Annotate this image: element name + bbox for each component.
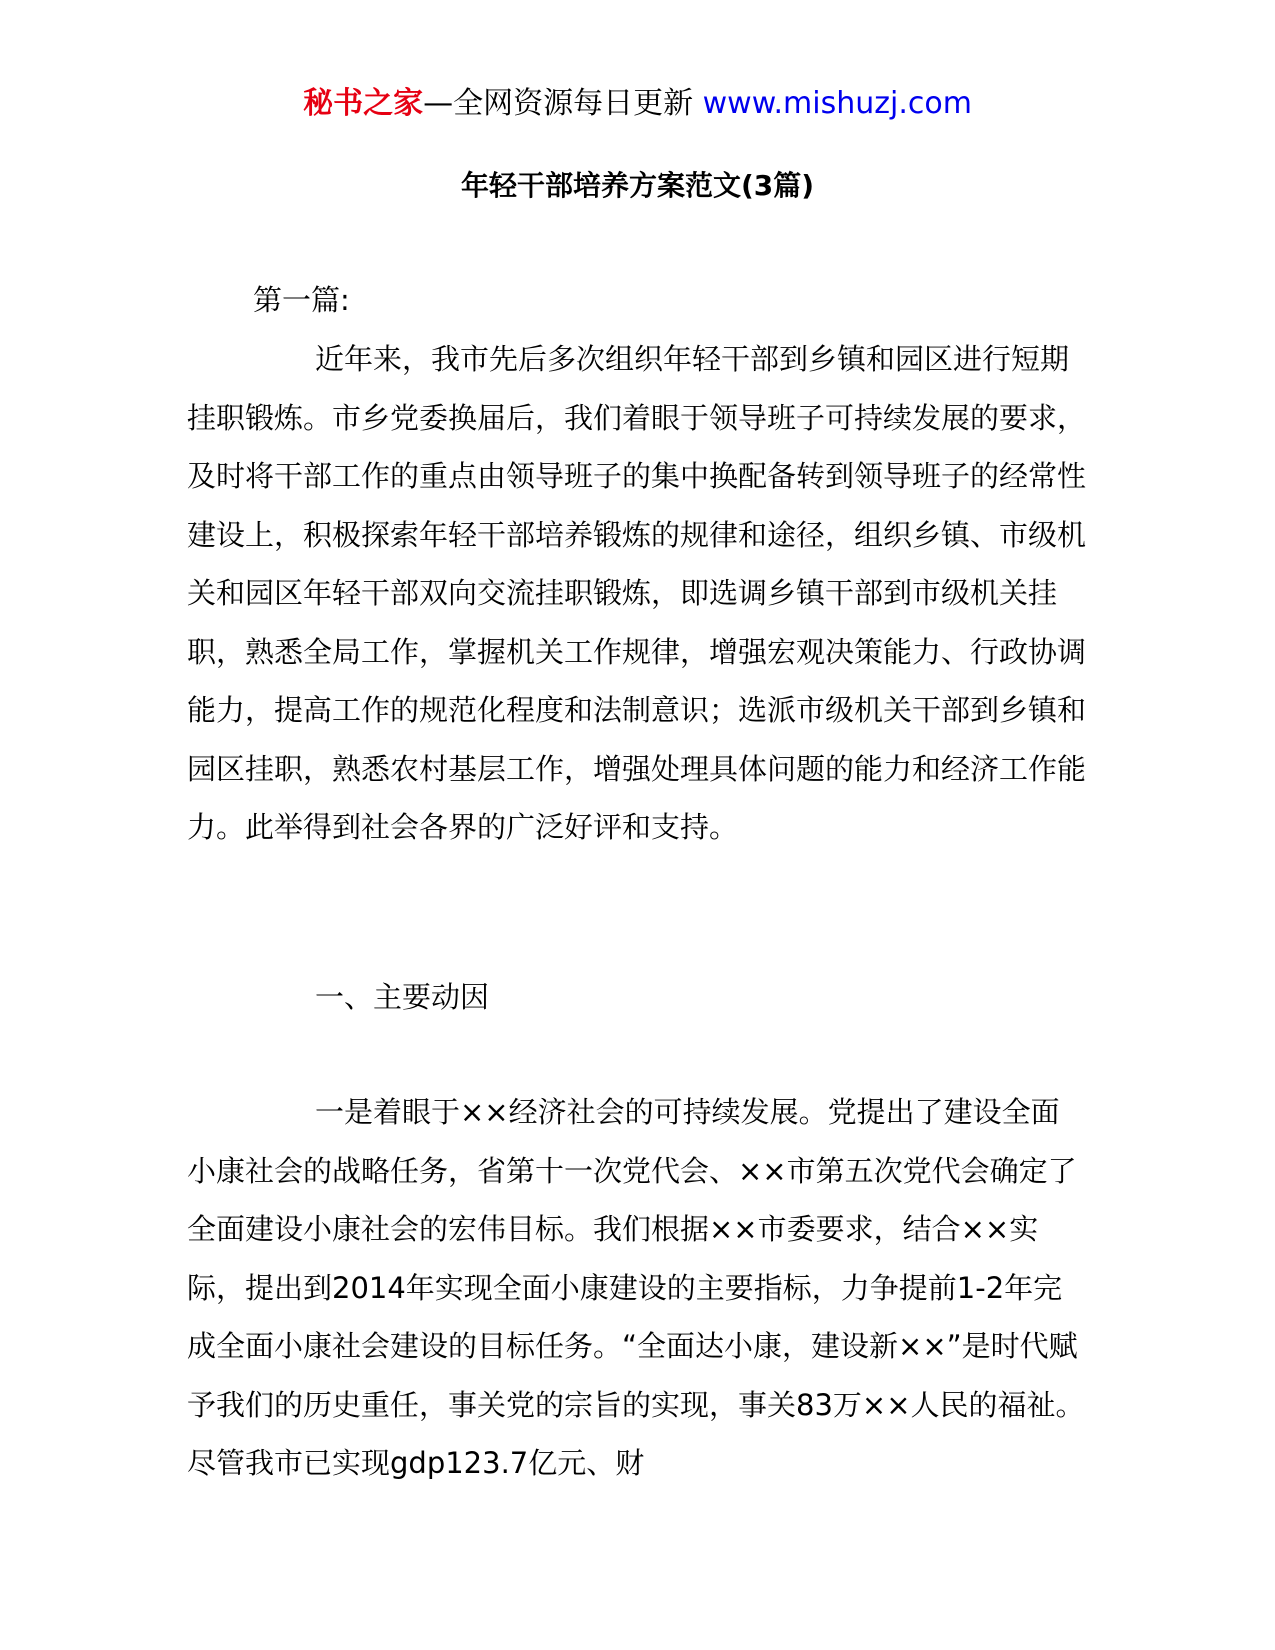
body-paragraph: 一是着眼于××经济社会的可持续发展。党提出了建设全面小康社会的战略任务，省第十一次党代会、××市第五次党代会确定了全面建设小康社会的宏伟目标。我们根据××市委要求，结合××实际，提出到2014年实现全面小康建设的主要指标，力争提前1-2年完成全面小康社会建设的目标任务。“全面达小康，建设新××”是时代赋予我们的历史重任，事关党的宗旨的实现，事关83万××人民的福祉。尽管我市已实现gdp123.7亿元、财	[187, 1095, 1085, 1480]
section-label: 第一篇:	[253, 283, 350, 317]
site-header	[0, 82, 1275, 126]
site-brand: 秘书之家	[303, 86, 424, 121]
document-title: 年轻干部培养方案范文(3篇)	[460, 169, 815, 202]
body-paragraph: 近年来，我市先后多次组织年轻干部到乡镇和园区进行短期挂职锻炼。市乡党委换届后，我们着眼于领导班子可持续发展的要求，及时将干部工作的重点由领导班子的集中换配备转到领导班子的经常性建设上，积极探索年轻干部培养锻炼的规律和途径，组织乡镇、市级机关和园区年轻干部双向交流挂职锻炼，即选调乡镇干部到市级机关挂职，熟悉全局工作，掌握机关工作规律，增强宏观决策能力、行政协调能力，提高工作的规范化程度和法制意识；选派市级机关干部到乡镇和园区挂职，熟悉农村基层工作，增强处理具体问题的能力和经济工作能力。此举得到社会各界的广泛好评和支持。	[187, 342, 1087, 844]
site-tagline: —全网资源每日更新	[423, 86, 703, 121]
site-url-link[interactable]: www.mishuzj.com	[702, 86, 972, 121]
section-heading: 一、主要动因	[315, 980, 490, 1014]
